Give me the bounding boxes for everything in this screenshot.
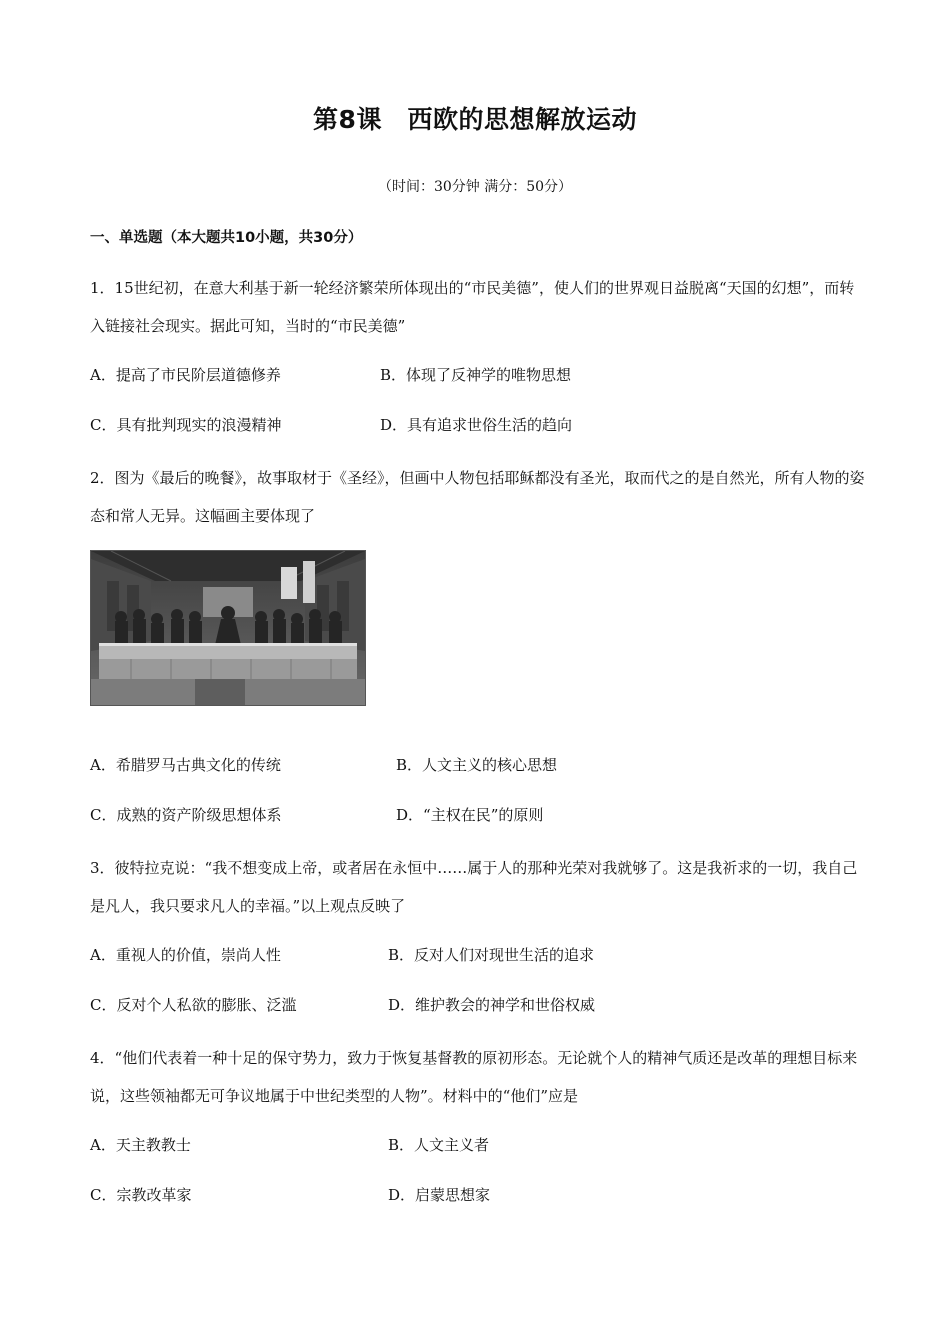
question-3-stem: 3．彼特拉克说：“我不想变成上帝，或者居在永恒中……属于人的那种光荣对我就够了。这是我祈求的一切，我自己是凡人，我只要求凡人的幸福。”以上观点反映了: [90, 859, 858, 915]
exam-info: （时间：30分钟 满分：50分）: [377, 179, 573, 195]
question-1-option-d: D．具有追求世俗生活的趋向: [380, 416, 573, 434]
question-2-option-d: D．“主权在民”的原则: [396, 806, 544, 824]
question-3-option-b: B．反对人们对现世生活的追求: [388, 946, 595, 964]
question-1-option-c: C．具有批判现实的浪漫精神: [90, 416, 282, 434]
question-1-option-a: A．提高了市民阶层道德修养: [90, 366, 281, 384]
question-4-stem: 4．“他们代表着一种十足的保守势力，致力于恢复基督教的原初形态。无论就个人的精神气质还是改革的理想目标来说，这些领袖都无可争议地属于中世纪类型的人物”。材料中的“他们”应是: [90, 1049, 858, 1105]
question-2-stem: 2．图为《最后的晚餐》，故事取材于《圣经》，但画中人物包括耶稣都没有圣光，取而代之的是自然光，所有人物的姿态和常人无异。这幅画主要体现了: [90, 469, 865, 525]
question-2-option-b: B．人文主义的核心思想: [396, 756, 558, 774]
question-2-option-c: C．成熟的资产阶级思想体系: [90, 806, 282, 824]
question-4-option-d: D．启蒙思想家: [388, 1186, 491, 1204]
last-supper-image: [91, 551, 365, 705]
question-3-option-a: A．重视人的价值，崇尚人性: [90, 946, 281, 964]
question-4-option-c: C．宗教改革家: [90, 1186, 192, 1204]
question-3-option-d: D．维护教会的神学和世俗权威: [388, 996, 596, 1014]
question-2-option-a: A．希腊罗马古典文化的传统: [90, 756, 281, 774]
question-4-option-a: A．天主教教士: [90, 1136, 191, 1154]
question-1-stem: 1．15世纪初，在意大利基于新一轮经济繁荣所体现出的“市民美德”，使人们的世界观日益脱离“天国的幻想”，而转入链接社会现实。据此可知，当时的“市民美德”: [90, 279, 855, 335]
question-3-option-c: C．反对个人私欲的膨胀、泛滥: [90, 996, 297, 1014]
last-supper-painting: [90, 550, 366, 706]
page-title: 第8课 西欧的思想解放运动: [313, 105, 637, 134]
question-4-option-b: B．人文主义者: [388, 1136, 490, 1154]
question-1-option-b: B．体现了反神学的唯物思想: [380, 366, 572, 384]
section-heading: 一、单选题（本大题共10小题，共30分）: [90, 230, 363, 246]
